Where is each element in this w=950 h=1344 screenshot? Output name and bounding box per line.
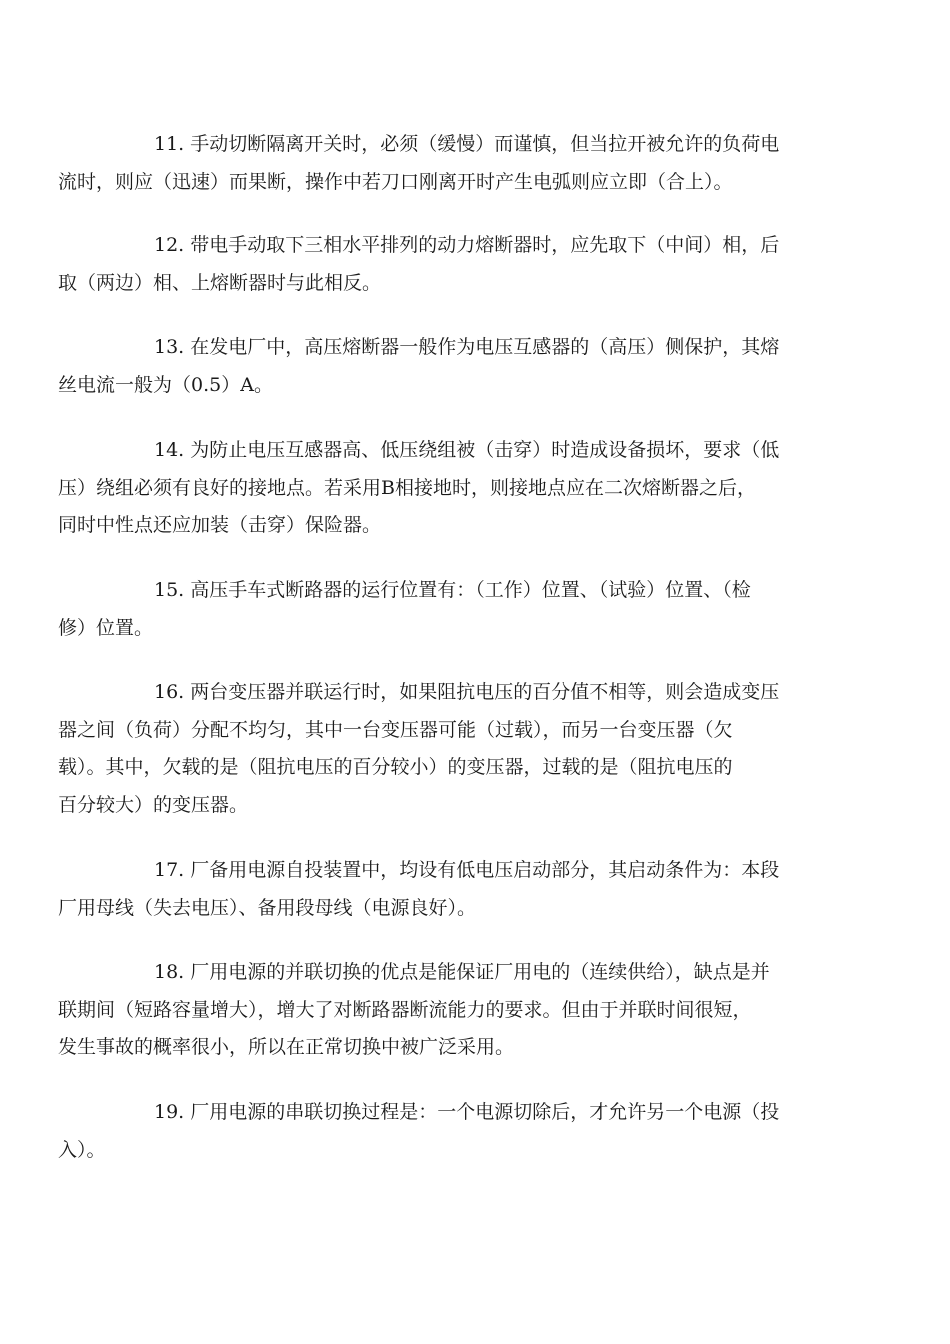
text-line: 丝电流一般为（0.5）A。 xyxy=(58,373,273,396)
text-line: 11. 手动切断隔离开关时，必须（缓慢）而谨慎，但当拉开被允许的负荷电 xyxy=(154,133,780,155)
text-line: 16. 两台变压器并联运行时，如果阻抗电压的百分值不相等，则会造成变压 xyxy=(154,681,780,703)
text-line: 取（两边）相、上熔断器时与此相反。 xyxy=(58,271,382,294)
text-line: 14. 为防止电压互感器高、低压绕组被（击穿）时造成设备损坏，要求（低 xyxy=(154,439,780,461)
text-line: 百分较大）的变压器。 xyxy=(58,793,249,816)
text-line: 15. 高压手车式断路器的运行位置有：（工作）位置、（试验）位置、（检 xyxy=(154,579,751,601)
text-line: 压）绕组必须有良好的接地点。若采用B相接地时，则接地点应在二次熔断器之后， xyxy=(58,476,756,499)
question-item-14 xyxy=(58,432,828,545)
text-line: 流时，则应（迅速）而果断，操作中若刀口刚离开时产生电弧则应立即（合上）。 xyxy=(58,170,733,193)
text-line: 厂用母线（失去电压）、备用段母线（电源良好）。 xyxy=(58,896,477,919)
text-line: 入）。 xyxy=(58,1138,106,1161)
question-item-11 xyxy=(58,126,828,201)
question-item-15 xyxy=(58,572,828,647)
text-line: 17. 厂备用电源自投装置中，均设有低电压启动部分，其启动条件为：本段 xyxy=(154,859,780,881)
text-line: 载）。其中，欠载的是（阻抗电压的百分较小）的变压器，过载的是（阻抗电压的 xyxy=(58,756,733,778)
text-line: 发生事故的概率很小，所以在正常切换中被广泛采用。 xyxy=(58,1036,515,1058)
question-item-17 xyxy=(58,852,828,927)
text-line: 同时中性点还应加装（击穿）保险器。 xyxy=(58,514,382,536)
text-line: 13. 在发电厂中，高压熔断器一般作为电压互感器的（高压）侧保护，其熔 xyxy=(154,336,780,358)
text-line: 修）位置。 xyxy=(58,616,154,639)
question-item-16 xyxy=(58,674,828,824)
question-item-18 xyxy=(58,954,828,1067)
text-line: 18. 厂用电源的并联切换的优点是能保证厂用电的（连续供给），缺点是并 xyxy=(154,961,770,983)
text-line: 19. 厂用电源的串联切换过程是：一个电源切除后，才允许另一个电源（投 xyxy=(154,1101,780,1123)
text-line: 12. 带电手动取下三相水平排列的动力熔断器时，应先取下（中间）相，后 xyxy=(154,234,780,256)
question-item-12 xyxy=(58,227,828,302)
question-item-19 xyxy=(58,1094,828,1169)
text-line: 联期间（短路容量增大），增大了对断路器断流能力的要求。但由于并联时间很短， xyxy=(58,998,752,1021)
question-item-13 xyxy=(58,329,828,404)
text-line: 器之间（负荷）分配不均匀，其中一台变压器可能（过载），而另一台变压器（欠 xyxy=(58,718,733,741)
